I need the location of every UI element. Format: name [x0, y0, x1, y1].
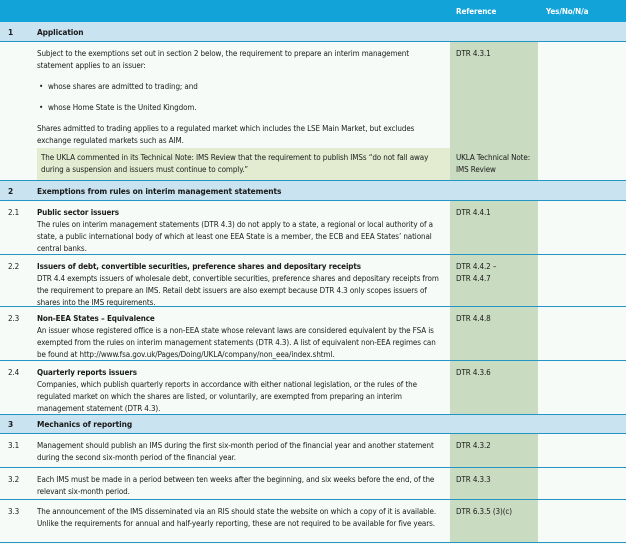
intro-paragraph: Shares admitted to trading applies to a regulated market which includes the LSE Main Market, but excludes exchange regulated markets such as AIM. — [37, 124, 415, 145]
row-text — [37, 42, 450, 148]
yes-no-cell[interactable] — [538, 307, 626, 360]
table-row-2-2 — [0, 255, 626, 307]
row-text: Each IMS must be made in a period between ten weeks after the beginning, and six weeks before the end, of the relevant six-month period. — [37, 475, 435, 496]
row-number: 2.1 — [8, 208, 20, 217]
reference-cell: DTR 4.3.3 — [450, 468, 538, 499]
reference-cell: DTR 4.3.6 — [450, 361, 538, 414]
table-row-2-4 — [0, 361, 626, 414]
table-row-3-2 — [0, 468, 626, 500]
row-text: DTR 4.4 exempts issuers of wholesale debt, convertible securities, preference shares and depositary receipts from the requirement to prepare an IMS. Retail debt issuers are also exempt because DTR 4.3 only scopes issuers of shares into the IMS requirements. — [37, 274, 439, 307]
table-row-2-3 — [0, 307, 626, 361]
row-title: Public sector issuers — [37, 208, 119, 217]
reference-cell: DTR 4.3.1 — [450, 42, 538, 148]
yes-no-cell[interactable] — [538, 361, 626, 414]
reference-line: DTR 4.4.2 – — [456, 262, 497, 271]
reference-cell: UKLA Technical Note: IMS Review — [450, 148, 538, 180]
section-header-2 — [0, 181, 626, 201]
row-text: Management should publish an IMS during the first six-month period of the financial year and another statement during the second six-month period of the financial year. — [37, 441, 434, 462]
row-number: 2.3 — [8, 314, 20, 323]
ukla-note: The UKLA commented in its Technical Note: IMS Review that the requirement to publish IMSs “do not fall away during a suspension and issuers must continue to comply.” — [37, 148, 450, 180]
bullet-item: • whose shares are admitted to trading; and — [37, 81, 444, 93]
table-header — [0, 0, 626, 22]
reference-cell: DTR 4.4.8 — [450, 307, 538, 360]
table-row-2-1 — [0, 201, 626, 255]
row-number: 3.1 — [8, 441, 20, 450]
table-row-1-intro — [0, 42, 626, 148]
bullet-item: • whose Home State is the United Kingdom. — [37, 102, 444, 114]
row-number: 3.2 — [8, 475, 20, 484]
row-text: An issuer whose registered office is a non-EEA state whose relevant laws are considered equivalent by the FSA is exempted from the rules on interim management statements (DTR 4.3). A list of equivalent non-EEA regimes can be found at http://www.fsa.gov.uk/Pages/Doing/UKLA/company/non_eea/index.shtml. — [37, 326, 436, 359]
reference-cell: DTR 4.4.1 — [450, 201, 538, 254]
yes-no-cell[interactable] — [538, 201, 626, 254]
yes-no-cell[interactable] — [538, 468, 626, 499]
table-row-3-3 — [0, 500, 626, 543]
reference-cell: DTR 6.3.5 (3)(c) — [450, 500, 538, 542]
yes-no-cell[interactable] — [538, 500, 626, 542]
row-number: 2.2 — [8, 262, 20, 271]
intro-paragraph: Subject to the exemptions set out in section 2 below, the requirement to prepare an interim management statement applies to an issuer: — [37, 49, 409, 70]
header-reference: Reference — [456, 6, 497, 16]
row-title: Quarterly reports issuers — [37, 368, 137, 377]
row-text: The announcement of the IMS disseminated via an RIS should state the website on which a copy of it is available. Unlike the requirements for annual and half-yearly reporting, these are not required to be available for five years. — [37, 507, 437, 528]
yes-no-cell[interactable] — [538, 42, 626, 148]
yes-no-cell[interactable] — [538, 434, 626, 467]
reference-cell: DTR 4.3.2 — [450, 434, 538, 467]
row-text: The rules on interim management statements (DTR 4.3) do not apply to a state, a regional or local authority of a state, a public international body of which at least one EEA State is a member, the ECB and EEA States’ national central banks. — [37, 220, 433, 253]
yes-no-cell[interactable] — [538, 148, 626, 180]
reference-cell — [450, 255, 538, 306]
section-number: 2 — [8, 185, 14, 196]
section-number: 3 — [8, 419, 14, 429]
row-text: Companies, which publish quarterly reports in accordance with either national legislation, or the rules of the regulated market on which the shares are listed, or voluntarily, are exempted from preparing an interim management statement (DTR 4.3). — [37, 380, 417, 413]
row-title: Issuers of debt, convertible securities, preference shares and depositary receipts — [37, 262, 361, 271]
row-number: 3.3 — [8, 507, 20, 516]
header-yes-no: Yes/No/N/a — [546, 6, 589, 16]
section-title: Application — [37, 26, 84, 37]
note-row — [0, 148, 626, 181]
reference-line: DTR 4.4.7 — [456, 274, 491, 283]
section-title: Mechanics of reporting — [37, 419, 133, 429]
section-number: 1 — [8, 26, 14, 37]
row-title: Non-EEA States – Equivalence — [37, 314, 155, 323]
section-header-3 — [0, 414, 626, 434]
table-row-3-1 — [0, 434, 626, 468]
row-number: 2.4 — [8, 368, 20, 377]
yes-no-cell[interactable] — [538, 255, 626, 306]
section-title: Exemptions from rules on interim management statements — [37, 185, 282, 196]
section-header-1 — [0, 22, 626, 42]
